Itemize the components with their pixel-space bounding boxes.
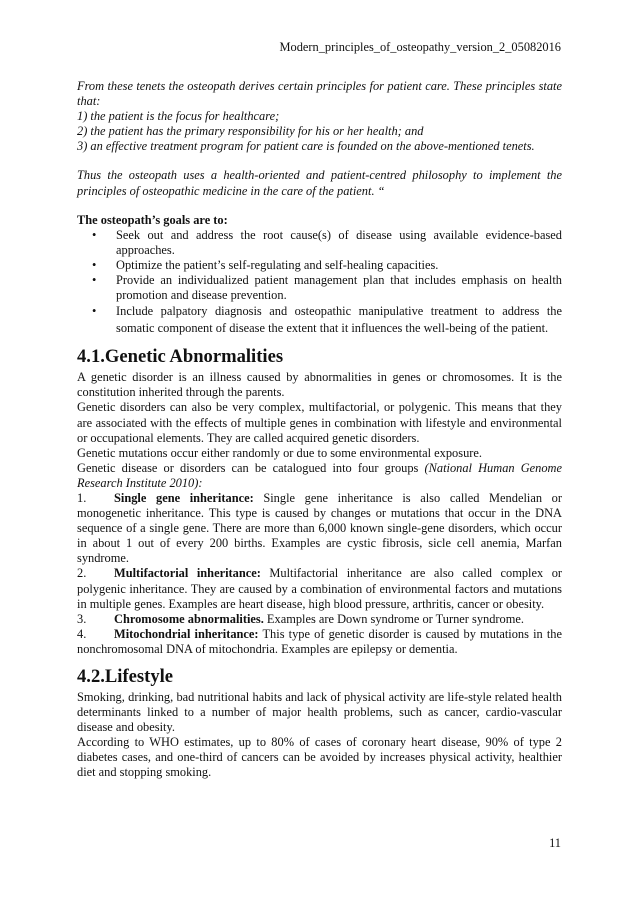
item-text: Multifactorial inheritance are also called complex or polygenic inheritance. They are caused by a combination of environmental factors and mutations in multiple genes. Examples are heart disease, high blood pressure, arthritis, cancer or obesity. xyxy=(77,566,563,611)
item-title: Chromosome abnormalities. xyxy=(114,611,264,626)
intro-conclusion: Thus the osteopath uses a health-oriented and patient-centred philosophy to implement the principles of osteopathic medicine in the care of the patient. “ xyxy=(77,168,562,198)
groups-text: Genetic disease or disorders can be catalogued into four groups xyxy=(77,460,425,475)
inheritance-item xyxy=(77,491,562,566)
item-title: Mitochondrial inheritance: xyxy=(114,626,259,641)
item-number: 4. xyxy=(77,626,87,641)
goal-item xyxy=(92,227,562,258)
bullet-icon: • xyxy=(92,227,97,242)
genetic-paragraph-2: Genetic disorders can also be very complex, multifactorial, or polygenic. This means that they are associated with the effects of multiple genes in combination with lifestyle and environmental or occupational elements. They are called acquired genetic disorders. xyxy=(77,400,562,445)
running-header: Modern_principles_of_osteopathy_version_2_05082016 xyxy=(279,40,561,54)
section-heading-genetic: 4.1.Genetic Abnormalities xyxy=(77,346,284,368)
principle-2: 2) the patient has the primary responsibility for his or her health; and xyxy=(77,124,424,139)
goal-text: Provide an individualized patient management plan that includes emphasis on health promotion and disease prevention. xyxy=(116,273,562,303)
item-title: Single gene inheritance: xyxy=(114,490,254,505)
bullet-icon: • xyxy=(92,273,97,288)
page-content xyxy=(77,79,562,781)
item-number: 2. xyxy=(77,566,87,581)
item-text: Examples are Down syndrome or Turner syndrome. xyxy=(263,611,524,626)
bullet-icon: • xyxy=(92,304,97,319)
page-number: 11 xyxy=(549,836,561,850)
inheritance-item xyxy=(77,566,562,611)
bullet-icon: • xyxy=(92,257,97,272)
item-title: Multifactorial inheritance: xyxy=(114,566,261,581)
item-number: 3. xyxy=(77,611,87,626)
principle-1: 1) the patient is the focus for healthcare; xyxy=(77,109,280,124)
principle-3: 3) an effective treatment program for patient care is founded on the above-mentioned tenets. xyxy=(77,139,535,154)
goal-text: Optimize the patient’s self-regulating and self-healing capacities. xyxy=(116,257,439,272)
goal-item xyxy=(92,303,562,337)
lifestyle-paragraph-2: According to WHO estimates, up to 80% of cases of coronary heart disease, 90% of type 2 diabetes cases, and one-third of cancers can be avoided by increases physical activity, healthier diet and stopping smoking. xyxy=(77,735,562,780)
section-heading-lifestyle: 4.2.Lifestyle xyxy=(77,666,174,687)
inheritance-item xyxy=(77,627,562,657)
goals-list xyxy=(77,228,562,337)
inheritance-item xyxy=(77,612,562,627)
goal-text: Include palpatory diagnosis and osteopathic manipulative treatment to address the somatic component of disease the extent that it influences the well-being of the patient. xyxy=(116,304,562,336)
goal-item xyxy=(92,273,562,303)
genetic-paragraph-1: A genetic disorder is an illness caused by abnormalities in genes or chromosomes. It is the constitution inherited through the parents. xyxy=(77,370,562,400)
lifestyle-paragraph-1: Smoking, drinking, bad nutritional habits and lack of physical activity are life-style related health determinants linked to a number of major health problems, such as cancer, cardio-vascular disease and obesity. xyxy=(77,690,562,735)
goal-text: Seek out and address the root cause(s) of disease using available evidence-based approaches. xyxy=(116,227,562,257)
goals-heading: The osteopath’s goals are to: xyxy=(77,212,228,227)
intro-paragraph: From these tenets the osteopath derives certain principles for patient care. These principles state that: xyxy=(77,79,562,109)
goal-item xyxy=(92,257,562,273)
item-number: 1. xyxy=(77,490,87,505)
item-text: Single gene inheritance is also called Mendelian or monogenetic inheritance. This type is caused by changes or mutations that occur in the DNA sequence of a single gene. There are more than 6,000 known single-gene disorders, which occur in about 1 out of every 200 births. Examples are cystic fibrosis, sicle cell anemia, Marfan syndrome. xyxy=(77,490,562,566)
genetic-paragraph-3: Genetic mutations occur either randomly or due to some environmental exposure. xyxy=(77,445,482,460)
citation: (National Human Genome Research Institute 2010): xyxy=(77,460,562,490)
item-text: This type of genetic disorder is caused by mutations in the nonchromosomal DNA of mitochondria. Examples are epilepsy or dementia. xyxy=(77,626,562,656)
genetic-paragraph-4 xyxy=(77,461,562,491)
